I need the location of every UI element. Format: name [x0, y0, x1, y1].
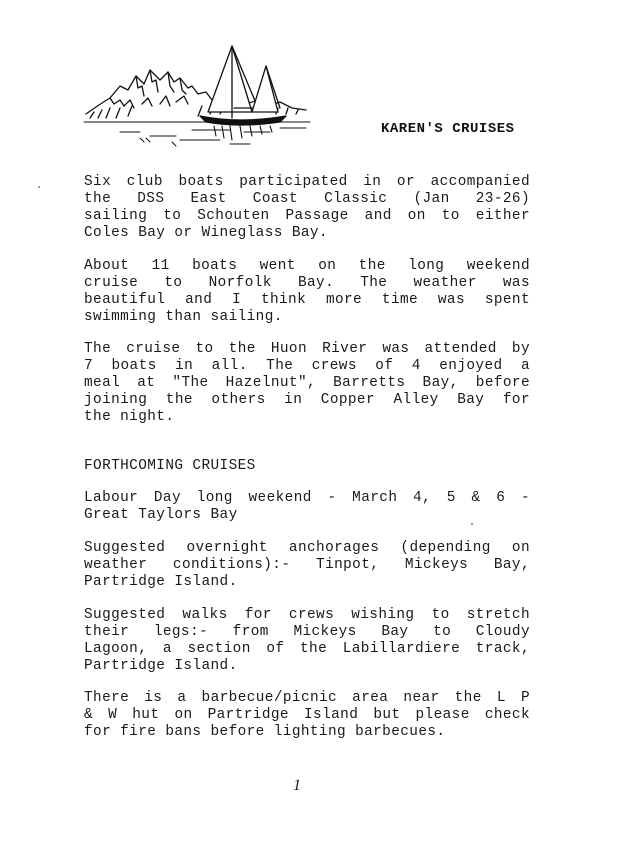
page-number: 1	[293, 777, 301, 794]
scan-speck	[471, 523, 473, 525]
sailboat-landscape-icon	[80, 42, 316, 150]
section-heading: FORTHCOMING CRUISES	[84, 458, 256, 474]
paragraph-dss-classic: Six club boats participated in or accompanied the DSS East Coast Classic (Jan 23-26) sailing to Schouten Passage and on to either Coles Bay or Wineglass Bay.	[84, 174, 530, 241]
paragraph-walks: Suggested walks for crews wishing to stretch their legs:- from Mickeys Bay to Cloudy Lagoon, a section of the Labillardiere track, Partridge Island.	[84, 607, 530, 674]
page-title: KAREN'S CRUISES	[381, 121, 515, 137]
paragraph-anchorages: Suggested overnight anchorages (depending on weather conditions):- Tinpot, Mickeys Bay, Partridge Island.	[84, 540, 530, 590]
scan-speck	[38, 186, 40, 188]
paragraph-barbecue: There is a barbecue/picnic area near the L P & W hut on Partridge Island but please check for fire bans before lighting barbecues.	[84, 690, 530, 740]
paragraph-labour-day: Labour Day long weekend - March 4, 5 & 6 - Great Taylors Bay	[84, 490, 530, 523]
paragraph-huon-river: The cruise to the Huon River was attended by 7 boats in all. The crews of 4 enjoyed a meal at "The Hazelnut", Barretts Bay, before joining the others in Copper Alley Bay for the night.	[84, 341, 530, 425]
paragraph-norfolk-bay: About 11 boats went on the long weekend cruise to Norfolk Bay. The weather was beautiful and I think more time was spent swimming than sailing.	[84, 258, 530, 325]
